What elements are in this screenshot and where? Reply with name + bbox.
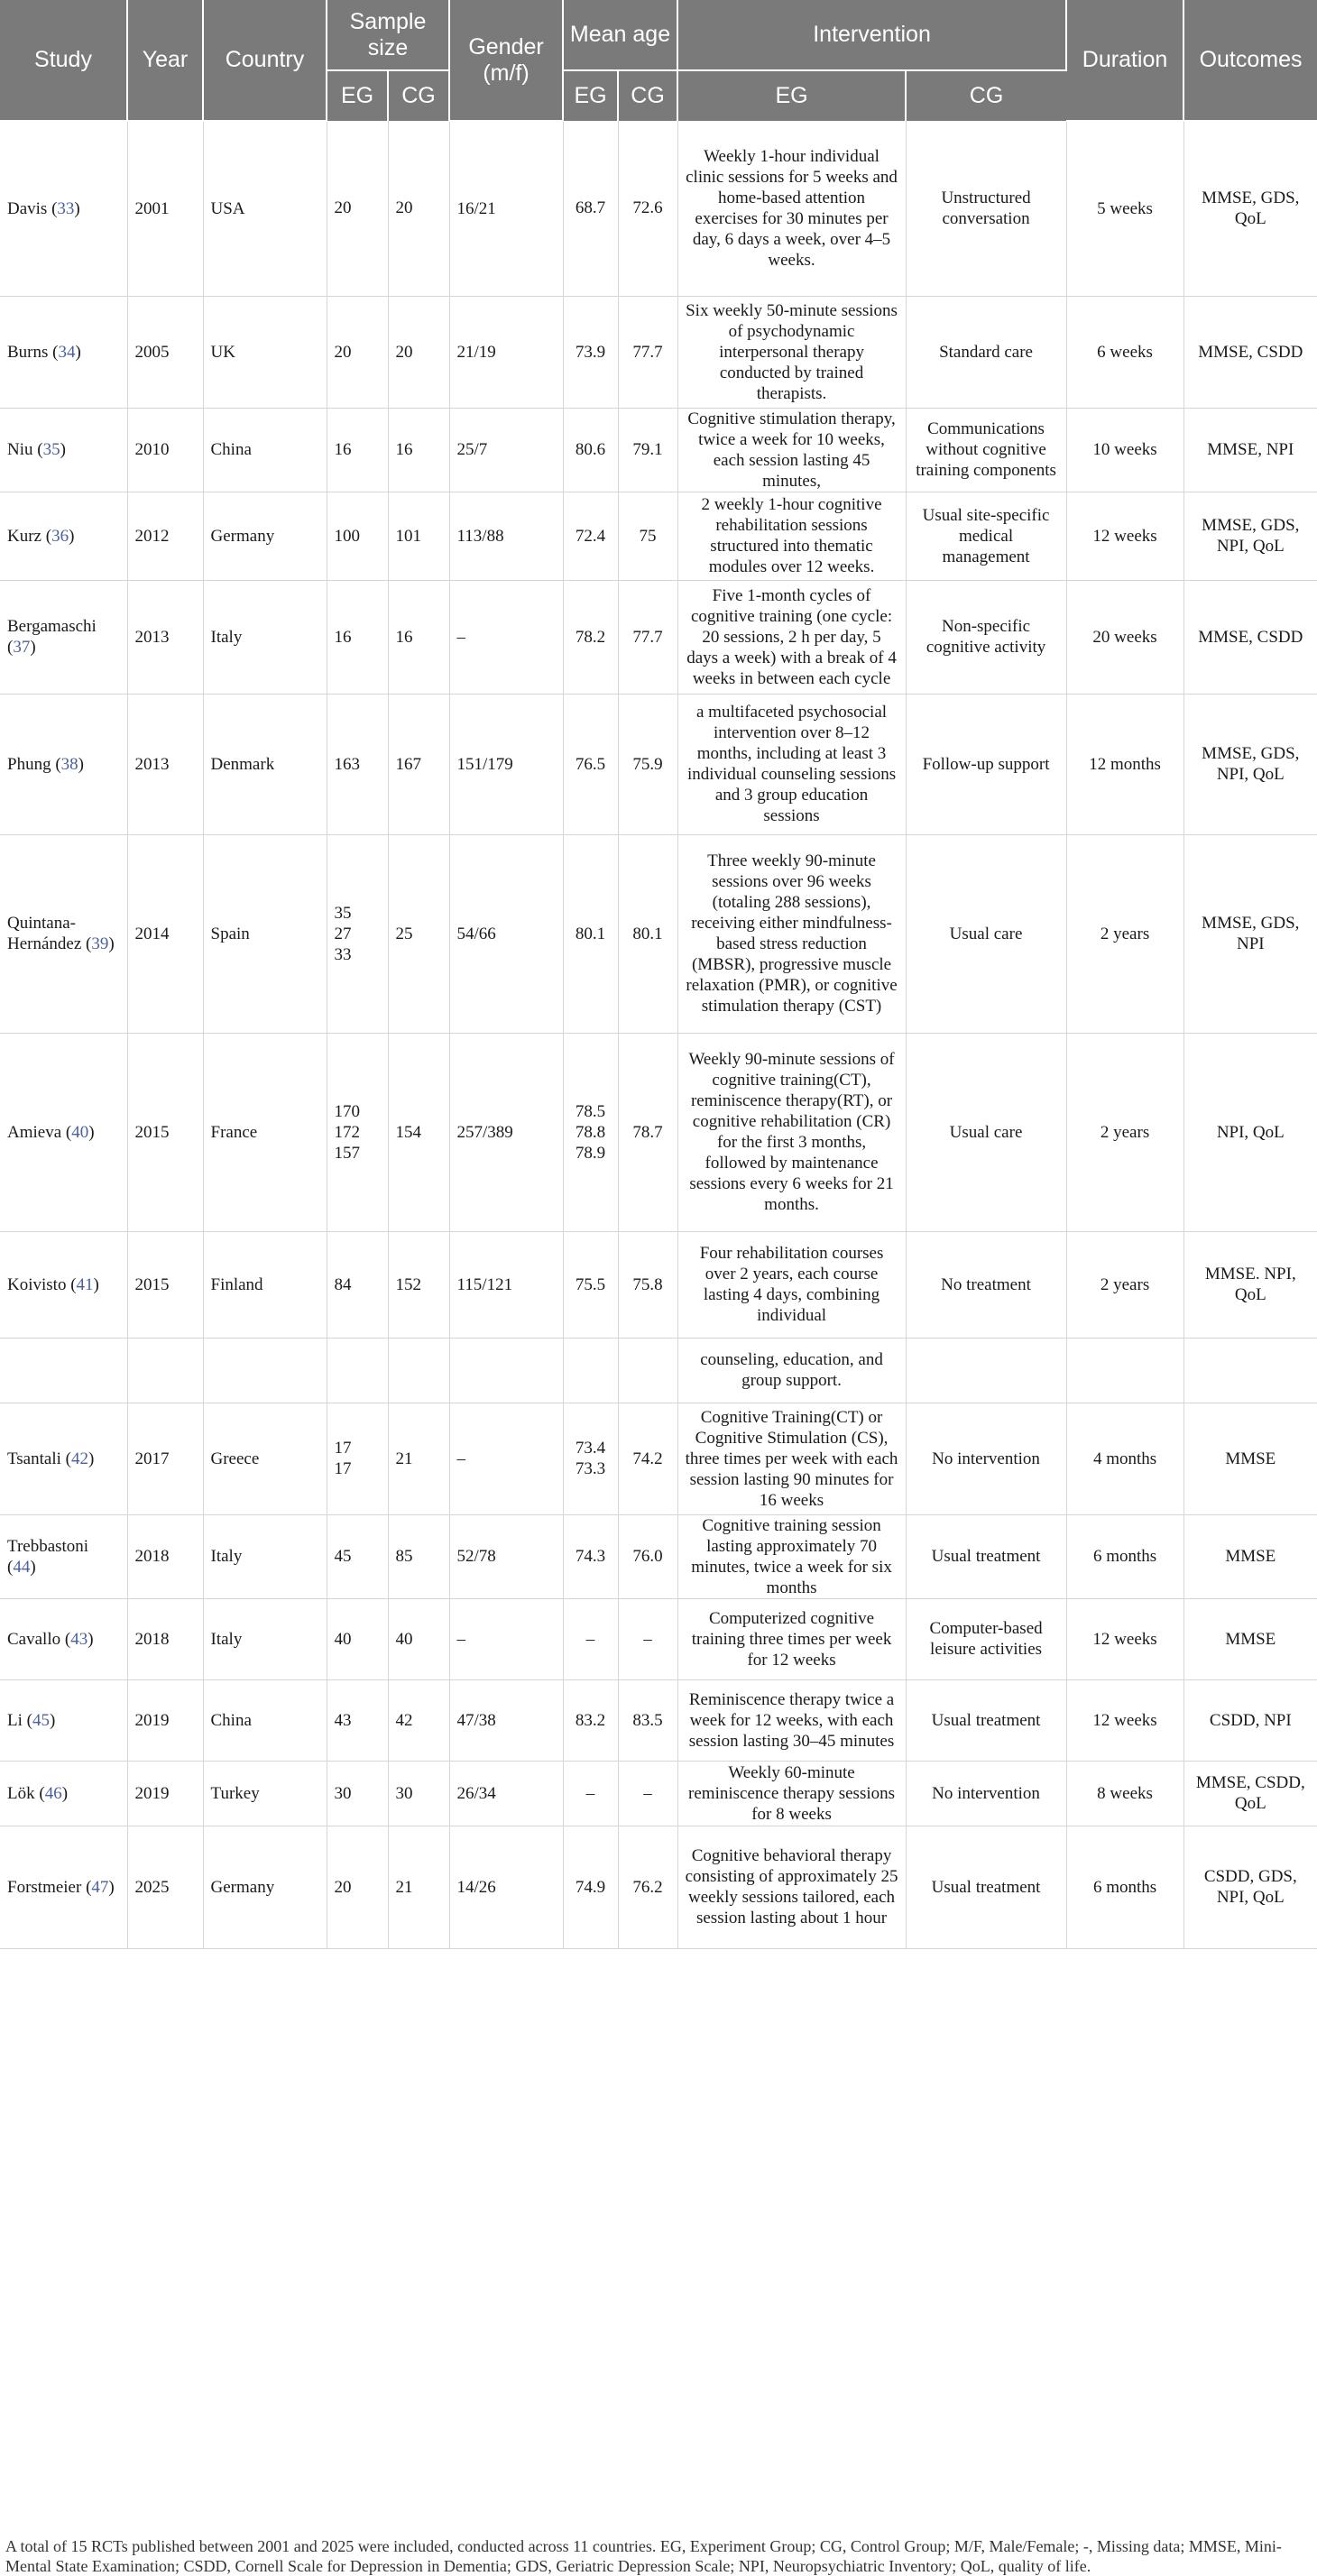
cell-age-eg: 74.3 [563, 1514, 618, 1598]
cell-sample-eg: 16 [327, 408, 388, 492]
table-row [0, 1514, 1317, 1598]
header-outcomes: Outcomes [1183, 0, 1317, 121]
cell-intervention-cg: Follow-up support [906, 694, 1066, 834]
cell-year: 2013 [127, 580, 203, 694]
cell-intervention-eg: Reminiscence therapy twice a week for 12 weeks, with each session lasting 30–45 minutes [677, 1679, 906, 1761]
cell-gender: 257/389 [449, 1033, 563, 1231]
table-row [0, 1598, 1317, 1679]
study-reference-link[interactable]: 34 [58, 342, 76, 362]
cell-country: China [203, 1679, 327, 1761]
cell-intervention-cg: Usual treatment [906, 1826, 1066, 1948]
cell-age-eg: 72.4 [563, 492, 618, 580]
header-intervention-eg: EG [677, 70, 906, 121]
study-name: Koivisto [7, 1274, 67, 1294]
cell-outcomes: CSDD, GDS, NPI, QoL [1183, 1826, 1317, 1948]
study-reference-link[interactable]: 42 [70, 1449, 88, 1468]
cell-outcomes: MMSE, CSDD [1183, 296, 1317, 408]
cell-country: Germany [203, 492, 327, 580]
cell-intervention-eg: Cognitive stimulation therapy, twice a week for 10 weeks, each session lasting 45 minutes, [677, 408, 906, 492]
header-sample-cg: CG [388, 70, 449, 121]
cell-year: 2019 [127, 1679, 203, 1761]
cell-study: Kurz (36) [0, 492, 127, 580]
cell-duration: 5 weeks [1066, 121, 1183, 296]
study-reference-link[interactable]: 44 [13, 1557, 31, 1577]
header-study: Study [0, 0, 127, 121]
cell-study: Bergamaschi (37) [0, 580, 127, 694]
cell-gender: 25/7 [449, 408, 563, 492]
cell-gender: 52/78 [449, 1514, 563, 1598]
table-row [0, 1338, 1317, 1403]
study-name: Kurz [7, 526, 41, 546]
cell-intervention-cg: Communications without cognitive training components [906, 408, 1066, 492]
cell-age-cg: 75 [618, 492, 677, 580]
cell-age-eg [563, 1338, 618, 1403]
cell-study: Amieva (40) [0, 1033, 127, 1231]
study-name: Niu [7, 440, 33, 459]
cell-sample-cg: 20 [388, 121, 449, 296]
study-name: Li [7, 1710, 23, 1730]
cell-duration: 12 weeks [1066, 1598, 1183, 1679]
cell-intervention-eg: Cognitive training session lasting approximately 70 minutes, twice a week for six months [677, 1514, 906, 1598]
cell-sample-eg: 170 172 157 [327, 1033, 388, 1231]
cell-intervention-cg: Usual care [906, 834, 1066, 1033]
cell-outcomes: MMSE [1183, 1514, 1317, 1598]
cell-age-cg: 74.2 [618, 1403, 677, 1514]
cell-study: Phung (38) [0, 694, 127, 834]
cell-country: Germany [203, 1826, 327, 1948]
cell-outcomes: MMSE. NPI, QoL [1183, 1231, 1317, 1338]
cell-gender: 21/19 [449, 296, 563, 408]
study-reference-link[interactable]: 46 [44, 1783, 62, 1803]
table-row [0, 492, 1317, 580]
study-reference-link[interactable]: 39 [91, 934, 109, 953]
cell-age-cg: 76.0 [618, 1514, 677, 1598]
study-reference-link[interactable]: 41 [76, 1274, 94, 1294]
cell-sample-cg: 30 [388, 1761, 449, 1826]
cell-age-eg: 73.4 73.3 [563, 1403, 618, 1514]
study-reference-link[interactable]: 36 [51, 526, 69, 546]
cell-intervention-eg: Three weekly 90-minute sessions over 96 weeks (totaling 288 sessions), receiving either mindfulness-based stress reduction (MBSR), progressive muscle relaxation (PMR), or cognitive stimulation therapy (CST) [677, 834, 906, 1033]
cell-year: 2005 [127, 296, 203, 408]
cell-sample-cg: 85 [388, 1514, 449, 1598]
cell-sample-eg: 20 [327, 1826, 388, 1948]
cell-year: 2017 [127, 1403, 203, 1514]
cell-age-cg: 78.7 [618, 1033, 677, 1231]
cell-study: Niu (35) [0, 408, 127, 492]
cell-year: 2013 [127, 694, 203, 834]
cell-duration: 6 months [1066, 1514, 1183, 1598]
cell-intervention-cg: Usual treatment [906, 1679, 1066, 1761]
cell-year: 2010 [127, 408, 203, 492]
cell-outcomes: MMSE, CSDD, QoL [1183, 1761, 1317, 1826]
cell-intervention-eg: counseling, education, and group support. [677, 1338, 906, 1403]
cell-sample-cg [388, 1338, 449, 1403]
header-sample-size: Sample size [327, 0, 449, 70]
cell-intervention-eg: a multifaceted psychosocial intervention over 8–12 months, including at least 3 individual counseling sessions and 3 group education sessions [677, 694, 906, 834]
cell-gender: 14/26 [449, 1826, 563, 1948]
cell-duration: 6 months [1066, 1826, 1183, 1948]
header-intervention: Intervention [677, 0, 1066, 70]
cell-sample-eg: 20 [327, 296, 388, 408]
cell-intervention-cg: Usual treatment [906, 1514, 1066, 1598]
cell-age-cg: – [618, 1598, 677, 1679]
cell-study [0, 1338, 127, 1403]
cell-sample-eg [327, 1338, 388, 1403]
cell-intervention-eg: Weekly 1-hour individual clinic sessions for 5 weeks and home-based attention exercises for 30 minutes per day, 6 days a week, over 4–5 weeks. [677, 121, 906, 296]
cell-country [203, 1338, 327, 1403]
header-year: Year [127, 0, 203, 121]
cell-year: 2018 [127, 1514, 203, 1598]
cell-intervention-eg: Weekly 60-minute reminiscence therapy sessions for 8 weeks [677, 1761, 906, 1826]
cell-age-cg: 76.2 [618, 1826, 677, 1948]
cell-study: Tsantali (42) [0, 1403, 127, 1514]
cell-intervention-cg: Computer-based leisure activities [906, 1598, 1066, 1679]
cell-study: Burns (34) [0, 296, 127, 408]
cell-study: Quintana-Hernández (39) [0, 834, 127, 1033]
cell-country: UK [203, 296, 327, 408]
cell-intervention-eg: Cognitive behavioral therapy consisting of approximately 25 weekly sessions tailored, each session lasting about 1 hour [677, 1826, 906, 1948]
cell-year: 2014 [127, 834, 203, 1033]
cell-age-eg: 74.9 [563, 1826, 618, 1948]
study-reference-link[interactable]: 38 [60, 754, 78, 774]
table-row [0, 1403, 1317, 1514]
cell-age-cg: 77.7 [618, 580, 677, 694]
cell-intervention-eg: Four rehabilitation courses over 2 years, each course lasting 4 days, combining individual [677, 1231, 906, 1338]
cell-outcomes: MMSE, GDS, NPI [1183, 834, 1317, 1033]
cell-sample-cg: 16 [388, 408, 449, 492]
cell-age-cg [618, 1338, 677, 1403]
study-name: Trebbastoni [7, 1536, 89, 1556]
cell-age-cg: 77.7 [618, 296, 677, 408]
table-row [0, 296, 1317, 408]
cell-sample-cg: 154 [388, 1033, 449, 1231]
study-name: Davis [7, 198, 48, 218]
cell-gender: 151/179 [449, 694, 563, 834]
cell-gender: – [449, 580, 563, 694]
cell-year: 2019 [127, 1761, 203, 1826]
cell-sample-cg: 20 [388, 296, 449, 408]
cell-sample-cg: 25 [388, 834, 449, 1033]
cell-intervention-cg: Unstructured conversation [906, 121, 1066, 296]
cell-age-eg: 80.6 [563, 408, 618, 492]
cell-sample-eg: 20 [327, 121, 388, 296]
study-name: Phung [7, 754, 51, 774]
cell-country: Italy [203, 1514, 327, 1598]
cell-gender: 26/34 [449, 1761, 563, 1826]
cell-sample-eg: 40 [327, 1598, 388, 1679]
cell-sample-eg: 43 [327, 1679, 388, 1761]
cell-intervention-eg: Six weekly 50-minute sessions of psychodynamic interpersonal therapy conducted by trained therapists. [677, 296, 906, 408]
cell-study: Koivisto (41) [0, 1231, 127, 1338]
cell-age-cg: 80.1 [618, 834, 677, 1033]
cell-duration: 10 weeks [1066, 408, 1183, 492]
cell-study: Li (45) [0, 1679, 127, 1761]
cell-sample-eg: 30 [327, 1761, 388, 1826]
cell-sample-eg: 100 [327, 492, 388, 580]
table-row [0, 408, 1317, 492]
cell-age-cg: 79.1 [618, 408, 677, 492]
cell-year: 2015 [127, 1231, 203, 1338]
study-name: Amieva [7, 1122, 62, 1142]
cell-sample-cg: 42 [388, 1679, 449, 1761]
table-row [0, 1761, 1317, 1826]
cell-country: Denmark [203, 694, 327, 834]
cell-age-cg: 75.8 [618, 1231, 677, 1338]
cell-intervention-cg: No intervention [906, 1761, 1066, 1826]
cell-sample-eg: 84 [327, 1231, 388, 1338]
study-reference-link[interactable]: 45 [32, 1710, 50, 1730]
table-row [0, 1231, 1317, 1338]
table-body [0, 121, 1317, 1948]
cell-sample-cg: 16 [388, 580, 449, 694]
cell-sample-cg: 40 [388, 1598, 449, 1679]
cell-year: 2018 [127, 1598, 203, 1679]
cell-intervention-cg: Non-specific cognitive activity [906, 580, 1066, 694]
cell-country: USA [203, 121, 327, 296]
header-country: Country [203, 0, 327, 121]
cell-sample-eg: 17 17 [327, 1403, 388, 1514]
cell-sample-cg: 101 [388, 492, 449, 580]
study-name: Forstmeier [7, 1877, 82, 1897]
cell-year: 2025 [127, 1826, 203, 1948]
cell-intervention-cg: Usual site-specific medical management [906, 492, 1066, 580]
cell-intervention-cg: Standard care [906, 296, 1066, 408]
cell-duration: 2 years [1066, 1231, 1183, 1338]
cell-outcomes: NPI, QoL [1183, 1033, 1317, 1231]
table-row [0, 121, 1317, 296]
study-name: Tsantali [7, 1449, 61, 1468]
cell-study: Trebbastoni (44) [0, 1514, 127, 1598]
cell-age-eg: 78.2 [563, 580, 618, 694]
cell-intervention-eg: 2 weekly 1-hour cognitive rehabilitation sessions structured into thematic modules over 12 weeks. [677, 492, 906, 580]
study-name: Cavallo [7, 1629, 61, 1649]
study-name: Lök [7, 1783, 35, 1803]
cell-age-eg: – [563, 1598, 618, 1679]
study-reference-link[interactable]: 40 [71, 1122, 89, 1142]
cell-duration: 4 months [1066, 1403, 1183, 1514]
cell-country: Italy [203, 580, 327, 694]
cell-study: Davis (33) [0, 121, 127, 296]
table-row [0, 1033, 1317, 1231]
cell-sample-eg: 45 [327, 1514, 388, 1598]
cell-outcomes: MMSE, GDS, NPI, QoL [1183, 492, 1317, 580]
cell-sample-cg: 167 [388, 694, 449, 834]
cell-age-cg: 72.6 [618, 121, 677, 296]
cell-gender: 16/21 [449, 121, 563, 296]
cell-sample-cg: 152 [388, 1231, 449, 1338]
cell-intervention-cg: No treatment [906, 1231, 1066, 1338]
cell-gender: 54/66 [449, 834, 563, 1033]
cell-intervention-eg: Cognitive Training(CT) or Cognitive Stimulation (CS), three times per week with each session lasting 90 minutes for 16 weeks [677, 1403, 906, 1514]
cell-gender: 47/38 [449, 1679, 563, 1761]
header-age-eg: EG [563, 70, 618, 121]
cell-sample-eg: 35 27 33 [327, 834, 388, 1033]
cell-year: 2001 [127, 121, 203, 296]
study-name: Bergamaschi [7, 617, 97, 636]
cell-country: France [203, 1033, 327, 1231]
cell-age-cg: 83.5 [618, 1679, 677, 1761]
cell-duration: 12 weeks [1066, 1679, 1183, 1761]
table-row [0, 1826, 1317, 1948]
cell-intervention-eg: Computerized cognitive training three times per week for 12 weeks [677, 1598, 906, 1679]
cell-outcomes: MMSE, GDS, QoL [1183, 121, 1317, 296]
cell-age-eg: 73.9 [563, 296, 618, 408]
header-gender: Gender (m/f) [449, 0, 563, 121]
cell-duration: 12 weeks [1066, 492, 1183, 580]
cell-intervention-cg [906, 1338, 1066, 1403]
cell-outcomes [1183, 1338, 1317, 1403]
study-reference-link[interactable]: 35 [42, 440, 60, 459]
study-reference-link[interactable]: 43 [70, 1629, 88, 1649]
cell-duration: 2 years [1066, 834, 1183, 1033]
cell-study: Lök (46) [0, 1761, 127, 1826]
table-row [0, 834, 1317, 1033]
study-name: Burns [7, 342, 49, 362]
study-reference-link[interactable]: 47 [91, 1877, 109, 1897]
study-reference-link[interactable]: 33 [57, 198, 75, 218]
cell-year [127, 1338, 203, 1403]
cell-age-eg: 78.5 78.8 78.9 [563, 1033, 618, 1231]
cell-sample-eg: 16 [327, 580, 388, 694]
cell-age-cg: 75.9 [618, 694, 677, 834]
cell-gender [449, 1338, 563, 1403]
cell-duration: 20 weeks [1066, 580, 1183, 694]
cell-duration: 2 years [1066, 1033, 1183, 1231]
table-footnote: A total of 15 RCTs published between 2001 and 2025 were included, conducted across 11 countries. EG, Experiment Group; CG, Control Group; M/F, Male/Female; -, Missing data; MMSE, Mini-Mental State Examination; CSDD, Cornell Scale for Depression in Dementia; GDS, Geriatric Depression Scale; NPI, Neuropsychiatric Inventory; QoL, quality of life. [5, 2537, 1282, 2575]
cell-age-eg: 75.5 [563, 1231, 618, 1338]
cell-outcomes: MMSE, GDS, NPI, QoL [1183, 694, 1317, 834]
cell-duration: 12 months [1066, 694, 1183, 834]
cell-duration: 8 weeks [1066, 1761, 1183, 1826]
cell-year: 2015 [127, 1033, 203, 1231]
header-duration: Duration [1066, 0, 1183, 121]
cell-outcomes: MMSE, CSDD [1183, 580, 1317, 694]
cell-sample-cg: 21 [388, 1403, 449, 1514]
cell-age-eg: 68.7 [563, 121, 618, 296]
header-sample-eg: EG [327, 70, 388, 121]
cell-age-eg: 76.5 [563, 694, 618, 834]
header-intervention-cg: CG [906, 70, 1066, 121]
cell-outcomes: MMSE, NPI [1183, 408, 1317, 492]
cell-country: China [203, 408, 327, 492]
table-row [0, 694, 1317, 834]
cell-sample-cg: 21 [388, 1826, 449, 1948]
cell-outcomes: MMSE [1183, 1403, 1317, 1514]
cell-duration [1066, 1338, 1183, 1403]
cell-intervention-cg: Usual care [906, 1033, 1066, 1231]
cell-age-cg: – [618, 1761, 677, 1826]
cell-gender: – [449, 1598, 563, 1679]
cell-outcomes: CSDD, NPI [1183, 1679, 1317, 1761]
cell-sample-eg: 163 [327, 694, 388, 834]
cell-age-eg: 80.1 [563, 834, 618, 1033]
cell-intervention-eg: Five 1-month cycles of cognitive training (one cycle: 20 sessions, 2 h per day, 5 days a week) with a break of 4 weeks in between each cycle [677, 580, 906, 694]
cell-country: Finland [203, 1231, 327, 1338]
cell-gender: – [449, 1403, 563, 1514]
cell-study: Forstmeier (47) [0, 1826, 127, 1948]
cell-country: Italy [203, 1598, 327, 1679]
cell-country: Greece [203, 1403, 327, 1514]
cell-intervention-eg: Weekly 90-minute sessions of cognitive training(CT), reminiscence therapy(RT), or cognitive rehabilitation (CR) for the first 3 months, followed by maintenance sessions every 6 weeks for 21 months. [677, 1033, 906, 1231]
cell-country: Turkey [203, 1761, 327, 1826]
header-age-cg: CG [618, 70, 677, 121]
cell-year: 2012 [127, 492, 203, 580]
table-row [0, 1679, 1317, 1761]
study-name: Quintana-Hernández [7, 914, 82, 953]
study-reference-link[interactable]: 37 [13, 638, 31, 657]
cell-outcomes: MMSE [1183, 1598, 1317, 1679]
cell-age-eg: – [563, 1761, 618, 1826]
header-mean-age: Mean age [563, 0, 677, 70]
cell-country: Spain [203, 834, 327, 1033]
cell-gender: 115/121 [449, 1231, 563, 1338]
cell-age-eg: 83.2 [563, 1679, 618, 1761]
cell-gender: 113/88 [449, 492, 563, 580]
cell-intervention-cg: No intervention [906, 1403, 1066, 1514]
cell-study: Cavallo (43) [0, 1598, 127, 1679]
table-row [0, 580, 1317, 694]
cell-duration: 6 weeks [1066, 296, 1183, 408]
